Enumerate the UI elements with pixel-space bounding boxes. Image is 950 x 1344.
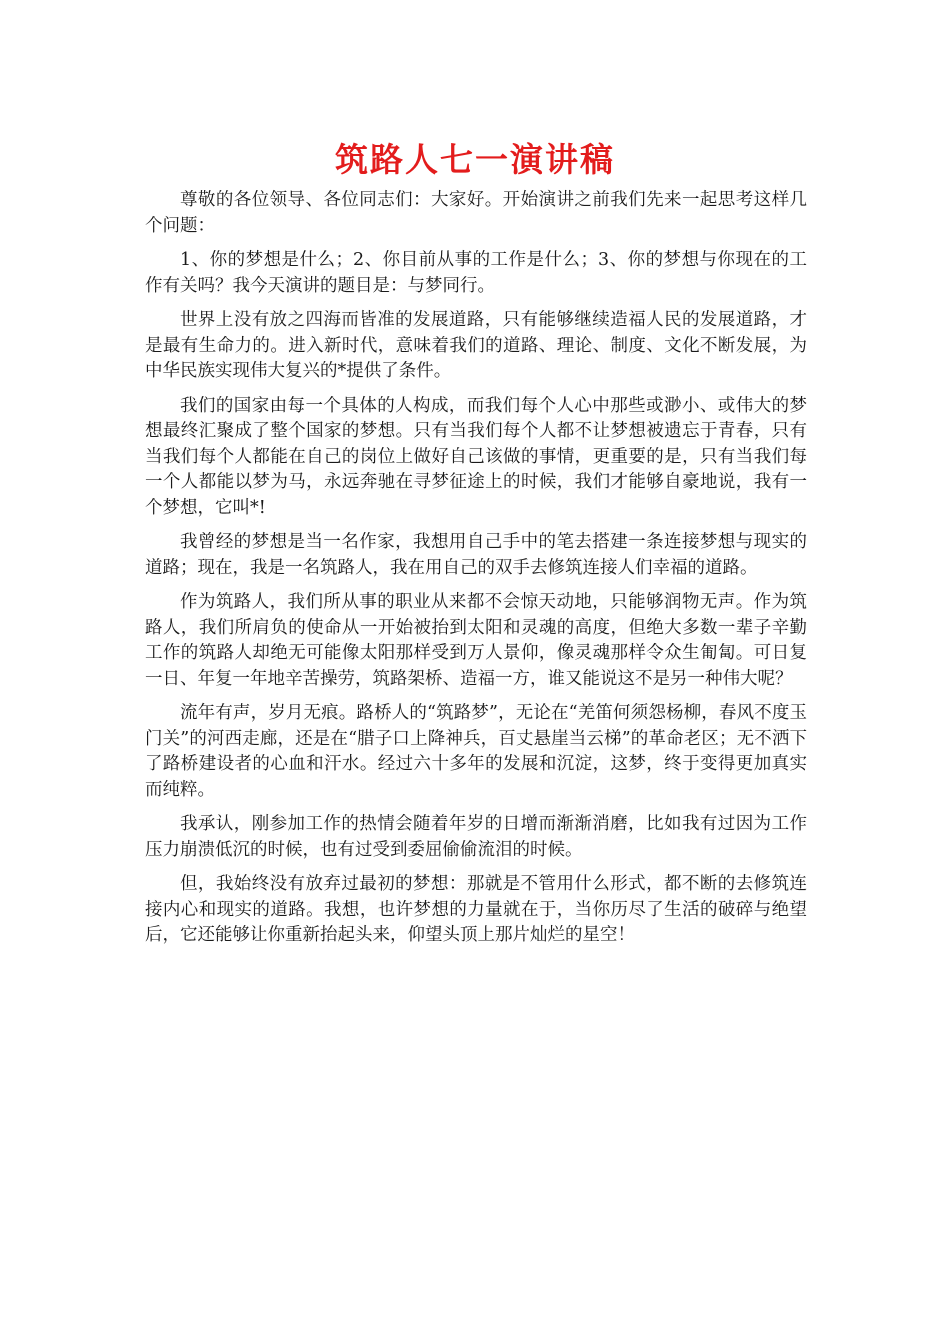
paragraph-admission: 我承认，刚参加工作的热情会随着年岁的日增而渐渐消磨，比如我有过因为工作压力崩溃低沉的时候，也有过受到委屈偷偷流泪的时候。 xyxy=(145,814,807,860)
paragraph-road-dream: 流年有声，岁月无痕。路桥人的“筑路梦”，无论在“羌笛何须怨杨柳，春风不度玉门关”的河西走廊，还是在“腊子口上降神兵，百丈悬崖当云梯”的革命老区；无不洒下了路桥建设者的心血和汗水。经过六十多年的发展和沉淀，这梦，终于变得更加真实而纯粹。 xyxy=(145,703,807,800)
paragraph-personal-dream: 我曾经的梦想是当一名作家，我想用自己手中的笔去搭建一条连接梦想与现实的道路；现在，我是一名筑路人，我在用自己的双手去修筑连接人们幸福的道路。 xyxy=(145,532,807,578)
paragraph-conclusion: 但，我始终没有放弃过最初的梦想：那就是不管用什么形式，都不断的去修筑连接内心和现实的道路。我想，也许梦想的力量就在于，当你历尽了生活的破碎与绝望后，它还能够让你重新抬起头来，仰望头顶上那片灿烂的星空！ xyxy=(145,874,807,945)
document-body xyxy=(145,188,807,958)
paragraph-national-dream: 我们的国家由每一个具体的人构成，而我们每个人心中那些或渺小、或伟大的梦想最终汇聚成了整个国家的梦想。只有当我们每个人都不让梦想被遗忘于青春，只有当我们每个人都能在自己的岗位上做好自己该做的事情，更重要的是，只有当我们每一个人都能以梦为马，永远奔驰在寻梦征途上的时候，我们才能够自豪地说，我有一个梦想，它叫*! xyxy=(145,395,807,518)
paragraph-greeting: 尊敬的各位领导、各位同志们：大家好。开始演讲之前我们先来一起思考这样几个问题： xyxy=(145,190,807,236)
paragraph-questions: 1、你的梦想是什么；2、你目前从事的工作是什么；3、你的梦想与你现在的工作有关吗？我今天演讲的题目是：与梦同行。 xyxy=(145,250,807,296)
paragraph-road-builder: 作为筑路人，我们所从事的职业从来都不会惊天动地，只能够润物无声。作为筑路人，我们所肩负的使命从一开始被抬到太阳和灵魂的高度，但绝大多数一辈子辛勤工作的筑路人却绝无可能像太阳那样受到万人景仰，像灵魂那样令众生匍匐。可日复一日、年复一年地辛苦操劳，筑路架桥、造福一方，谁又能说这不是另一种伟大呢？ xyxy=(145,592,807,689)
paragraph-development-road: 世界上没有放之四海而皆准的发展道路，只有能够继续造福人民的发展道路，才是最有生命力的。进入新时代，意味着我们的道路、理论、制度、文化不断发展，为中华民族实现伟大复兴的*提供了条件。 xyxy=(145,310,807,381)
document-title: 筑路人七一演讲稿 xyxy=(335,140,615,179)
